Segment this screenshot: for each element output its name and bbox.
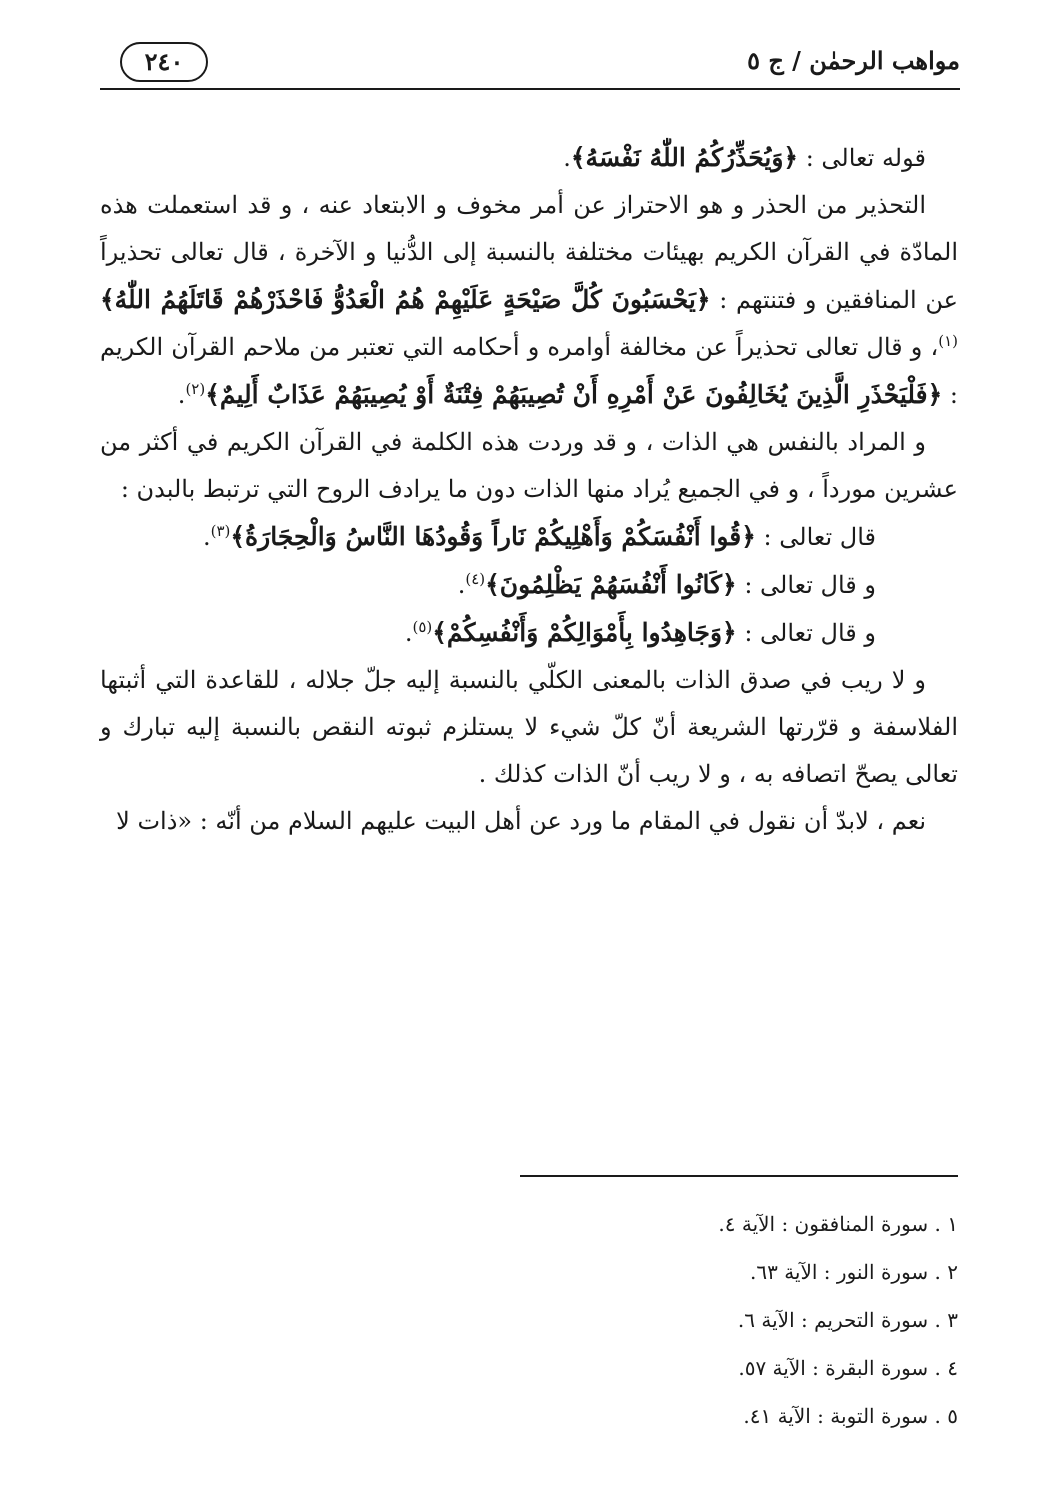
v3-lead: و قال تعالى : xyxy=(736,619,876,647)
footnote-ref-3[interactable]: (٣) xyxy=(210,522,231,540)
footnote-5: ٥ . سورة التوبة : الآية ٤١. xyxy=(743,1404,958,1428)
v2-end: . xyxy=(457,571,466,599)
p4-text: و لا ريب في صدق الذات بالمعنى الكلّي بالنسبة إليه جلّ جلاله ، للقاعدة التي أثبتها الفلاسفة و قرّرتها الشريعة أنّ كلّ شيء لا يستلزم ثبوته النقص بالنسبة إليه تبارك و تعالى يصحّ اتصافه به ، و لا ريب أنّ الذات كذلك . xyxy=(100,666,958,788)
paragraph-5 xyxy=(100,798,958,845)
page-header xyxy=(100,38,960,98)
paragraph-4 xyxy=(100,657,958,798)
running-title: مواهب الرحمٰن / ج ٥ xyxy=(747,46,960,75)
footnote-ref-1[interactable]: (١) xyxy=(938,332,958,350)
footnote-ref-4[interactable]: (٤) xyxy=(465,570,486,588)
verse-line-1 xyxy=(100,513,958,561)
p1-lead: قوله تعالى : xyxy=(798,144,926,172)
quran-quote-2: ﴿يَحْسَبُونَ كُلَّ صَيْحَةٍ عَلَيْهِمْ هُمُ الْعَدُوُّ فَاحْذَرْهُمْ قَاتَلَهُمُ اللّٰهُ﴾ xyxy=(100,285,711,314)
page-number: ٢٤٠ xyxy=(120,42,208,82)
footnote-divider xyxy=(520,1175,958,1177)
footnote-ref-2[interactable]: (٢) xyxy=(185,380,206,398)
quran-quote-3: ﴿فَلْيَحْذَرِ الَّذِينَ يُخَالِفُونَ عَنْ أَمْرِهِ أَنْ تُصِيبَهُمْ فِتْنَةٌ أَوْ يُصِيبَهُمْ عَذَابٌ أَلِيمٌ﴾ xyxy=(205,380,943,409)
v2-lead: و قال تعالى : xyxy=(736,571,876,599)
quran-quote-1: ﴿وَيُحَذِّرُكُمُ اللّٰهُ نَفْسَهُ﴾ xyxy=(570,143,799,172)
footnote-ref-5[interactable]: (٥) xyxy=(412,618,433,636)
paragraph-2 xyxy=(100,182,958,419)
quran-quote-5: ﴿كَانُوا أَنْفُسَهُمْ يَظْلِمُونَ﴾ xyxy=(485,570,737,599)
verse-line-2 xyxy=(100,561,958,609)
header-divider xyxy=(100,88,960,90)
footnotes xyxy=(358,1200,958,1440)
verse-line-3 xyxy=(100,609,958,657)
footnote-4: ٤ . سورة البقرة : الآية ٥٧. xyxy=(738,1356,958,1380)
quran-quote-4: ﴿قُوا أَنْفُسَكُمْ وَأَهْلِيكُمْ نَاراً وَقُودُهَا النَّاسُ وَالْحِجَارَةُ﴾ xyxy=(230,522,756,551)
footnote-3: ٣ . سورة التحريم : الآية ٦. xyxy=(737,1308,958,1332)
paragraph-1 xyxy=(100,134,958,182)
p2-text: التحذير من الحذر و هو الاحتراز عن أمر مخوف و الابتعاد عنه ، و قد استعملت هذه المادّة في القرآن الكريم بهيئات مختلفة بالنسبة إلى الدُّنيا و الآخرة ، قال تعالى تحذيراً عن المنافقين و فتنتهم : xyxy=(100,191,958,314)
paragraph-3 xyxy=(100,419,958,513)
p2-mid: ، و قال تعالى تحذيراً عن مخالفة أوامره و أحكامه التي تعتبر من ملاحم القرآن الكريم : xyxy=(100,333,958,409)
p3-text: و المراد بالنفس هي الذات ، و قد وردت هذه الكلمة في القرآن الكريم في أكثر من عشرين مورداً ، و في الجميع يُراد منها الذات دون ما يرادف الروح التي ترتبط بالبدن : xyxy=(100,428,958,503)
v3-end: . xyxy=(404,619,413,647)
p1-end: . xyxy=(563,144,571,172)
p5-text: نعم ، لابدّ أن نقول في المقام ما ورد عن أهل البيت عليهم السلام من أنّه : «ذات لا xyxy=(116,807,926,835)
footnote-1: ١ . سورة المنافقون : الآية ٤. xyxy=(718,1212,958,1236)
footnote-2: ٢ . سورة النور : الآية ٦٣. xyxy=(750,1260,958,1284)
v1-lead: قال تعالى : xyxy=(755,523,876,551)
quran-quote-6: ﴿وَجَاهِدُوا بِأَمْوَالِكُمْ وَأَنْفُسِكُمْ﴾ xyxy=(432,618,737,647)
v1-end: . xyxy=(202,523,211,551)
p2-end: . xyxy=(177,381,186,409)
main-text xyxy=(100,134,958,845)
